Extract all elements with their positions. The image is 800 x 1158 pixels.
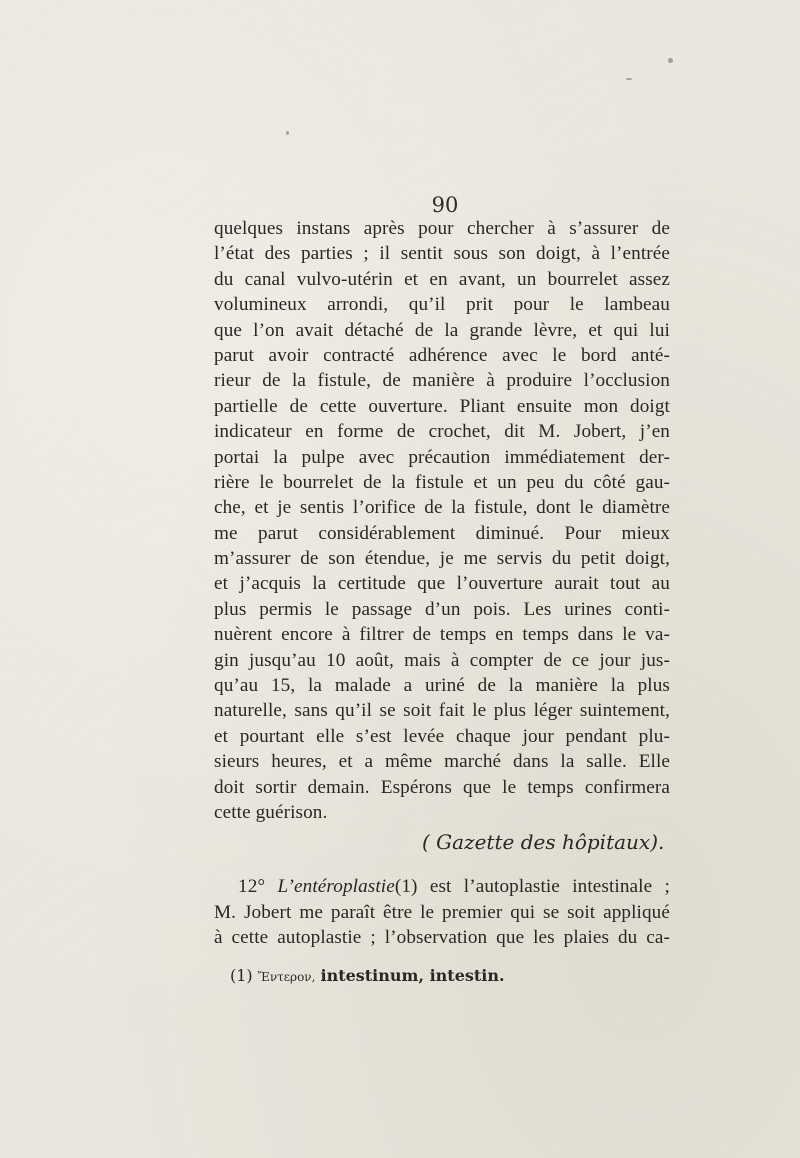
page-number: 90 bbox=[431, 193, 459, 217]
paragraph-line: doit sortir demain. Espérons que le temps confirmera bbox=[214, 776, 670, 798]
section-12 bbox=[214, 874, 670, 950]
main-paragraph bbox=[214, 216, 670, 825]
paragraph-line: m’assurer de son étendue, je me servis du petit doigt, bbox=[214, 548, 670, 570]
section-line: M. Jobert me paraît être le premier qui se soit appliqué bbox=[214, 901, 670, 923]
paragraph-line: rière le bourrelet de la fistule et un peu du côté gau- bbox=[214, 471, 670, 493]
paragraph-line: quelques instans après pour chercher à s’assurer de bbox=[214, 218, 670, 239]
paragraph-line: rieur de la fistule, de manière à produire l’occlusion bbox=[214, 370, 670, 392]
footnote-greek: Ἔντερον, bbox=[257, 969, 316, 984]
paragraph-line: plus permis le passage d’un pois. Les urines conti- bbox=[214, 598, 670, 620]
paper-speck bbox=[626, 78, 632, 80]
paragraph-line: che, et je sentis l’orifice de la fistule, dont le diamètre bbox=[214, 497, 670, 519]
section-first-line-text: est l’autoplastie intestinale ; bbox=[429, 876, 670, 898]
paragraph-line: cette guérison. bbox=[214, 801, 328, 823]
paragraph-line: qu’au 15, la malade a uriné de la manière la plus bbox=[214, 675, 670, 697]
section-term: L’entéroplastie bbox=[277, 876, 395, 898]
section-first-line bbox=[214, 874, 670, 899]
paragraph-line: parut avoir contracté adhérence avec le bord anté- bbox=[214, 344, 670, 366]
paper-speck bbox=[668, 58, 673, 63]
paragraph-line: volumineux arrondi, qu’il prit pour le lambeau bbox=[214, 294, 670, 316]
footnote-ref: (1) bbox=[394, 876, 418, 898]
paragraph-line: et pourtant elle s’est levée chaque jour pendant plu- bbox=[214, 725, 670, 747]
footnote-text: intestinum, intestin. bbox=[320, 965, 505, 985]
footnote-marker: (1) bbox=[230, 965, 253, 985]
paragraph-line: partielle de cette ouverture. Pliant ensuite mon doigt bbox=[214, 395, 670, 417]
paragraph-line: que l’on avait détaché de la grande lèvre, et qui lui bbox=[214, 319, 670, 341]
paragraph-line: portai la pulpe avec précaution immédiatement der- bbox=[214, 446, 670, 468]
paragraph-line: gin jusqu’au 10 août, mais à compter de ce jour jus- bbox=[214, 649, 670, 671]
citation: ( Gazette des hôpitaux). bbox=[422, 830, 665, 855]
section-line: à cette autoplastie ; l’observation que les plaies du ca- bbox=[214, 927, 670, 949]
paragraph-line: du canal vulvo-utérin et en avant, un bourrelet assez bbox=[214, 268, 670, 290]
paragraph-line: me parut considérablement diminué. Pour mieux bbox=[214, 522, 670, 544]
paragraph-line: naturelle, sans qu’il se soit fait le plus léger suintement, bbox=[214, 700, 670, 722]
paragraph-line: nuèrent encore à filtrer de temps en temps dans le va- bbox=[214, 624, 670, 646]
footnote bbox=[214, 964, 670, 989]
paragraph-line: sieurs heures, et a même marché dans la salle. Elle bbox=[214, 751, 670, 773]
paper-speck bbox=[286, 131, 289, 135]
paragraph-line: l’état des parties ; il sentit sous son doigt, à l’entrée bbox=[214, 243, 670, 265]
paragraph-line: et j’acquis la certitude que l’ouverture aurait tout au bbox=[214, 573, 670, 595]
paragraph-line: indicateur en forme de crochet, dit M. Jobert, j’en bbox=[214, 421, 670, 443]
section-number: 12° bbox=[238, 876, 266, 898]
text-block bbox=[214, 216, 670, 989]
